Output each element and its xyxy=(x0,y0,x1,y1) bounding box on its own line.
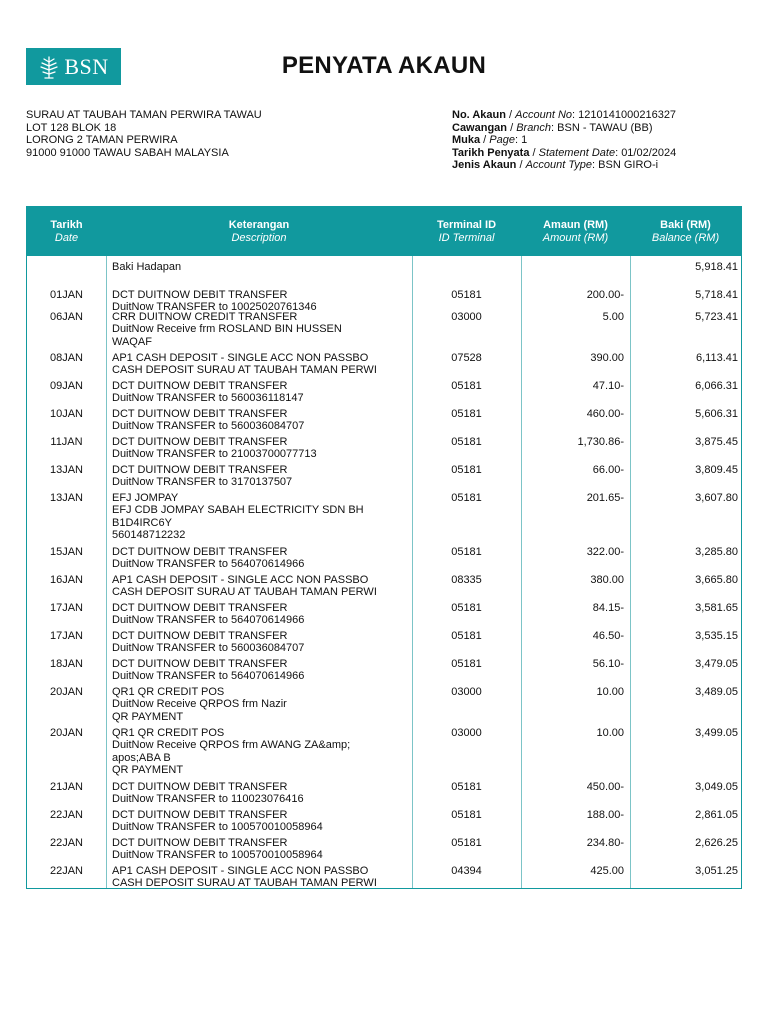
column-header-amount: Amaun (RM) Amount (RM) xyxy=(542,218,609,244)
row-amount: 10.00 xyxy=(596,727,624,739)
row-balance: 5,723.41 xyxy=(695,311,738,323)
row-date: 15JAN xyxy=(49,546,84,558)
row-amount: 450.00- xyxy=(586,781,624,793)
row-description xyxy=(112,602,412,627)
row-terminal-id: 03000 xyxy=(451,727,482,739)
row-date: 20JAN xyxy=(49,727,84,739)
description-line: DCT DUITNOW DEBIT TRANSFER xyxy=(112,781,288,793)
description-line: DCT DUITNOW DEBIT TRANSFER xyxy=(112,408,288,420)
column-header-balance: Baki (RM) Balance (RM) xyxy=(651,218,720,244)
description-line: DuitNow TRANSFER to 100570010058964 xyxy=(112,849,323,862)
description-line: CASH DEPOSIT SURAU AT TAUBAH TAMAN PERWI xyxy=(112,877,377,890)
row-terminal-id: 05181 xyxy=(451,289,482,301)
description-line: DCT DUITNOW DEBIT TRANSFER xyxy=(112,464,288,476)
description-line: AP1 CASH DEPOSIT - SINGLE ACC NON PASSBO xyxy=(112,574,369,586)
row-date: 08JAN xyxy=(49,352,84,364)
row-amount: 201.65- xyxy=(586,492,624,504)
row-amount: 322.00- xyxy=(586,546,624,558)
row-terminal-id: 08335 xyxy=(451,574,482,586)
row-date: 22JAN xyxy=(49,809,84,821)
row-date: 17JAN xyxy=(49,602,84,614)
row-amount: 200.00- xyxy=(586,289,624,301)
row-amount: 390.00 xyxy=(590,352,624,364)
description-line: DuitNow TRANSFER to 560036084707 xyxy=(112,420,305,433)
description-line: AP1 CASH DEPOSIT - SINGLE ACC NON PASSBO xyxy=(112,352,369,364)
row-terminal-id: 05181 xyxy=(451,546,482,558)
row-terminal-id: 03000 xyxy=(451,311,482,323)
row-balance: 2,626.25 xyxy=(695,837,738,849)
account-number-line: No. Akaun / Account No: 1210141000216327 xyxy=(452,109,677,121)
row-amount: 460.00- xyxy=(586,408,624,420)
description-line: DCT DUITNOW DEBIT TRANSFER xyxy=(112,658,288,670)
description-line: B1D4IRC6Y xyxy=(112,516,172,529)
row-amount: 1,730.86- xyxy=(577,436,624,448)
column-divider xyxy=(106,256,107,888)
row-balance: 3,809.45 xyxy=(695,464,738,476)
statement-date-line: Tarikh Penyata / Statement Date: 01/02/2024 xyxy=(452,146,677,159)
row-balance: 5,718.41 xyxy=(695,289,738,301)
row-description xyxy=(112,352,412,377)
description-line: DuitNow TRANSFER to 3170137507 xyxy=(112,476,293,489)
row-amount: 380.00 xyxy=(590,574,624,586)
logo-text: BSN xyxy=(64,53,109,79)
row-balance: 3,581.65 xyxy=(695,602,738,614)
row-date: 17JAN xyxy=(49,630,84,642)
description-line: DCT DUITNOW DEBIT TRANSFER xyxy=(112,546,288,558)
description-line: QR PAYMENT xyxy=(112,710,184,723)
row-description xyxy=(112,408,412,433)
row-amount: 425.00 xyxy=(590,865,624,877)
row-balance: 3,479.05 xyxy=(695,658,738,670)
customer-address xyxy=(26,109,262,159)
description-line: DuitNow TRANSFER to 560036084707 xyxy=(112,642,305,655)
row-terminal-id: 05181 xyxy=(451,380,482,392)
row-description xyxy=(112,546,412,571)
row-description xyxy=(112,289,412,314)
description-line: DCT DUITNOW DEBIT TRANSFER xyxy=(112,436,288,448)
row-amount: 188.00- xyxy=(586,809,624,821)
row-date: 01JAN xyxy=(49,289,84,301)
row-terminal-id: 07528 xyxy=(451,352,482,364)
description-line: DuitNow TRANSFER to 21003700077713 xyxy=(112,448,317,461)
row-date: 06JAN xyxy=(49,311,84,323)
row-description xyxy=(112,436,412,461)
row-amount: 46.50- xyxy=(592,630,624,642)
row-description xyxy=(112,574,412,599)
row-terminal-id: 05181 xyxy=(451,464,482,476)
row-description xyxy=(112,865,412,890)
row-terminal-id: 05181 xyxy=(451,492,482,504)
row-terminal-id: 05181 xyxy=(451,658,482,670)
row-amount: 84.15- xyxy=(592,602,624,614)
description-line: DCT DUITNOW DEBIT TRANSFER xyxy=(112,602,288,614)
row-description xyxy=(112,781,412,806)
description-line: QR1 QR CREDIT POS xyxy=(112,727,225,739)
row-description xyxy=(112,492,412,541)
row-terminal-id: 05181 xyxy=(451,781,482,793)
row-amount: 47.10- xyxy=(592,380,624,392)
row-description xyxy=(112,809,412,834)
column-header-terminal: Terminal ID ID Terminal xyxy=(436,218,497,244)
row-description xyxy=(112,658,412,683)
description-line: QR PAYMENT xyxy=(112,763,184,776)
branch-line: Cawangan / Branch: BSN - TAWAU (BB) xyxy=(452,121,653,134)
row-date: 09JAN xyxy=(49,380,84,392)
description-line: AP1 CASH DEPOSIT - SINGLE ACC NON PASSBO xyxy=(112,865,369,877)
description-line: 560148712232 xyxy=(112,528,186,541)
row-balance: 3,489.05 xyxy=(695,686,738,698)
row-terminal-id: 05181 xyxy=(451,809,482,821)
row-description xyxy=(112,464,412,489)
description-line: DuitNow TRANSFER to 564070614966 xyxy=(112,614,305,627)
description-line: DCT DUITNOW DEBIT TRANSFER xyxy=(112,630,288,642)
description-line: DuitNow TRANSFER to 564070614966 xyxy=(112,670,305,683)
row-date: 22JAN xyxy=(49,837,84,849)
row-date: 18JAN xyxy=(49,658,84,670)
row-balance: 6,113.41 xyxy=(695,352,738,364)
row-balance: 3,499.05 xyxy=(695,727,738,739)
description-line: CASH DEPOSIT SURAU AT TAUBAH TAMAN PERWI xyxy=(112,586,377,599)
description-line: DuitNow TRANSFER to 564070614966 xyxy=(112,558,305,571)
row-balance: 3,535.15 xyxy=(695,630,738,642)
description-line: DuitNow TRANSFER to 10025020761346 xyxy=(112,301,317,314)
description-line: DuitNow Receive frm ROSLAND BIN HUSSEN xyxy=(112,323,342,336)
row-balance: 3,607.80 xyxy=(695,492,738,504)
row-date: 13JAN xyxy=(49,464,84,476)
row-balance: 6,066.31 xyxy=(695,380,738,392)
description-line: DCT DUITNOW DEBIT TRANSFER xyxy=(112,289,288,301)
row-description xyxy=(112,380,412,405)
description-line: CASH DEPOSIT SURAU AT TAUBAH TAMAN PERWI xyxy=(112,364,377,377)
row-terminal-id: 04394 xyxy=(451,865,482,877)
address-line: SURAU AT TAUBAH TAMAN PERWIRA TAWAU xyxy=(26,109,262,121)
description-line: DCT DUITNOW DEBIT TRANSFER xyxy=(112,809,288,821)
column-header-description: Keterangan Description xyxy=(228,218,290,244)
row-description xyxy=(112,311,412,348)
transactions-table xyxy=(26,206,742,889)
row-terminal-id: 05181 xyxy=(451,630,482,642)
page-title: PENYATA AKAUN xyxy=(281,52,487,79)
row-date: 10JAN xyxy=(49,408,84,420)
address-line: LOT 128 BLOK 18 xyxy=(26,121,117,134)
row-date: 21JAN xyxy=(49,781,84,793)
row-description xyxy=(112,686,412,723)
description-line: DCT DUITNOW DEBIT TRANSFER xyxy=(112,380,288,392)
row-terminal-id: 05181 xyxy=(451,408,482,420)
row-balance: 2,861.05 xyxy=(695,809,738,821)
address-line: LORONG 2 TAMAN PERWIRA xyxy=(26,134,178,146)
description-line: DuitNow TRANSFER to 110023076416 xyxy=(112,793,304,806)
row-amount: 5.00 xyxy=(602,311,624,323)
description-line: Baki Hadapan xyxy=(112,261,182,273)
account-info xyxy=(452,109,676,172)
row-balance: 3,049.05 xyxy=(695,781,738,793)
row-amount: 234.80- xyxy=(586,837,624,849)
description-line: apos;ABA B xyxy=(112,751,171,764)
row-description xyxy=(112,630,412,655)
row-description xyxy=(112,727,412,776)
description-line: DuitNow TRANSFER to 560036118147 xyxy=(112,392,304,405)
row-description xyxy=(112,261,412,273)
row-balance: 3,875.45 xyxy=(695,436,738,448)
row-balance: 3,285.80 xyxy=(695,546,738,558)
address-line: 91000 91000 TAWAU SABAH MALAYSIA xyxy=(26,146,229,159)
row-balance: 3,051.25 xyxy=(695,865,738,877)
row-terminal-id: 03000 xyxy=(451,686,482,698)
row-date: 16JAN xyxy=(49,574,84,586)
account-type-line: Jenis Akaun / Account Type: BSN GIRO-i xyxy=(452,159,659,171)
row-date: 13JAN xyxy=(49,492,84,504)
row-balance: 5,918.41 xyxy=(695,261,738,273)
description-line: EFJ CDB JOMPAY SABAH ELECTRICITY SDN BH xyxy=(112,504,364,517)
row-description xyxy=(112,837,412,862)
row-amount: 56.10- xyxy=(592,658,624,670)
description-line: DuitNow TRANSFER to 100570010058964 xyxy=(112,821,323,834)
description-line: DCT DUITNOW DEBIT TRANSFER xyxy=(112,837,288,849)
row-terminal-id: 05181 xyxy=(451,602,482,614)
page-line: Muka / Page: 1 xyxy=(452,134,528,146)
description-line: DuitNow Receive QRPOS frm AWANG ZA&amp; xyxy=(112,739,351,752)
row-terminal-id: 05181 xyxy=(451,837,482,849)
column-header-date: Tarikh Date xyxy=(50,218,83,244)
row-date: 11JAN xyxy=(50,436,83,448)
description-line: QR1 QR CREDIT POS xyxy=(112,686,225,698)
row-balance: 5,606.31 xyxy=(695,408,738,420)
table-header xyxy=(27,207,741,256)
row-balance: 3,665.80 xyxy=(695,574,738,586)
description-line: WAQAF xyxy=(112,335,152,348)
row-amount: 10.00 xyxy=(596,686,624,698)
description-line: EFJ JOMPAY xyxy=(112,492,179,504)
row-terminal-id: 05181 xyxy=(451,436,482,448)
description-line: CRR DUITNOW CREDIT TRANSFER xyxy=(112,311,298,323)
row-amount: 66.00- xyxy=(592,464,624,476)
row-date: 20JAN xyxy=(49,686,84,698)
description-line: DuitNow Receive QRPOS frm Nazir xyxy=(112,698,287,711)
row-date: 22JAN xyxy=(49,865,84,877)
